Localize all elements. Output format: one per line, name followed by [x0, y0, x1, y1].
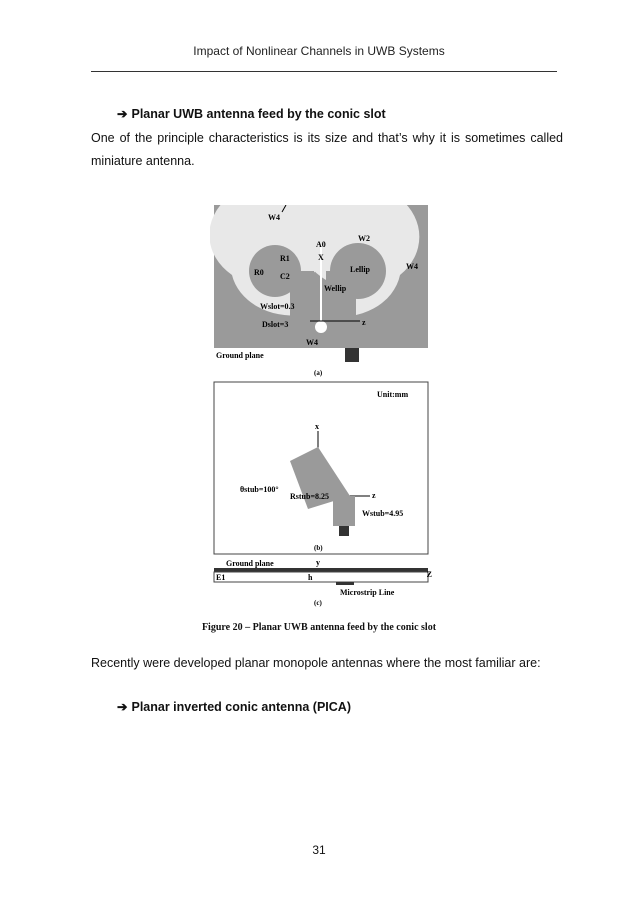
arrow-icon: ➔ — [117, 700, 128, 714]
label-z-a: z — [362, 318, 366, 327]
label-r1: R1 — [280, 254, 290, 263]
page-number: 31 — [312, 843, 326, 857]
figure-caption: Figure 20 – Planar UWB antenna feed by the conic slot — [201, 622, 437, 633]
label-wellip: Wellip — [324, 284, 347, 293]
panel-c-tag: (c) — [314, 599, 322, 607]
label-w4-right: W4 — [406, 262, 418, 271]
substrate — [214, 572, 428, 582]
label-w4-top: W4 — [268, 213, 280, 222]
right-stub — [326, 271, 356, 331]
panel-b-tag: (b) — [314, 544, 323, 552]
arrow-icon: ➔ — [117, 107, 128, 121]
section-heading-text: Planar UWB antenna feed by the conic slot — [131, 107, 386, 121]
label-z-c: Z — [426, 570, 432, 579]
label-z-b: z — [372, 491, 376, 500]
label-e1: E1 — [216, 573, 226, 582]
slot-circle — [315, 321, 327, 333]
label-r0: R0 — [254, 268, 264, 277]
running-header: Impact of Nonlinear Channels in UWB Systems — [193, 44, 445, 58]
label-a0: A0 — [316, 240, 326, 249]
section-heading-pica — [117, 699, 351, 714]
connector — [345, 348, 359, 362]
paragraph-monopole: Recently were developed planar monopole antennas where the most familiar are: — [91, 656, 541, 670]
ground-plane-strip — [214, 568, 428, 572]
label-w2: W2 — [358, 234, 370, 243]
label-wslot: Wslot=0.3 — [260, 302, 295, 311]
label-w4-bottom: W4 — [306, 338, 318, 347]
label-c2: C2 — [280, 272, 290, 281]
label-theta: θstub=100° — [240, 485, 279, 494]
label-lellip: Lellip — [350, 265, 371, 274]
label-wstub: Wstub=4.95 — [362, 509, 404, 518]
section-heading-text: Planar inverted conic antenna (PICA) — [131, 700, 351, 714]
header-rule — [91, 71, 557, 72]
stub-feed — [333, 496, 355, 526]
antenna-diagram — [210, 205, 432, 607]
intro-paragraph: One of the principle characteristics is its size and that’s why it is sometimes called miniature antenna. — [91, 131, 563, 168]
label-unit: Unit:mm — [377, 390, 409, 399]
section-heading-conic-slot — [117, 106, 386, 121]
label-microstrip: Microstrip Line — [340, 588, 395, 597]
microstrip-strip — [336, 582, 354, 585]
label-y: y — [316, 558, 320, 567]
label-ground-plane-c: Ground plane — [226, 559, 274, 568]
label-x-b: x — [315, 422, 319, 431]
antenna-figure — [210, 205, 432, 612]
label-x: X — [318, 253, 324, 262]
label-ground-plane-a: Ground plane — [216, 351, 264, 360]
label-h: h — [308, 573, 313, 582]
connector-b — [339, 526, 349, 536]
label-rstub: Rstub=8.25 — [290, 492, 330, 501]
panel-a-tag: (a) — [314, 369, 323, 377]
label-dslot: Dslot=3 — [262, 320, 289, 329]
